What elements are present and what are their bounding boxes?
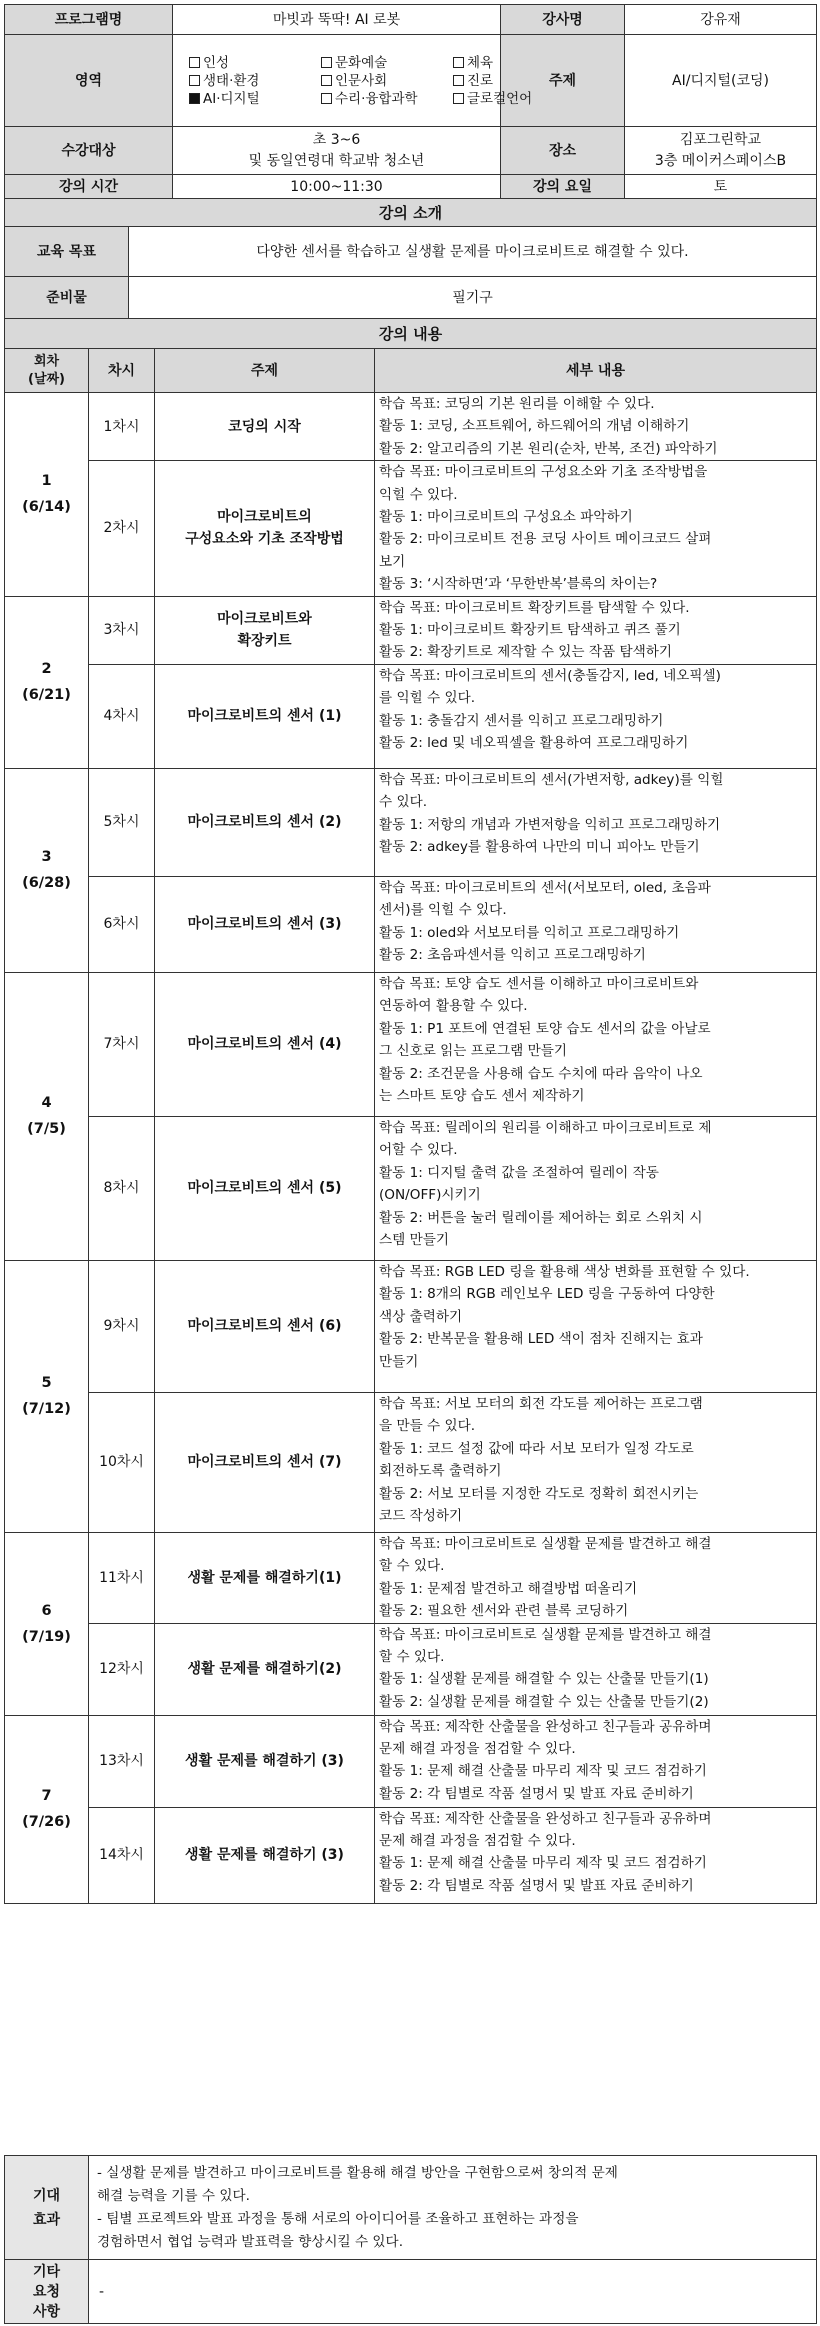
- detail-line: 활동 2: 마이크로비트 전용 코딩 사이트 메이크코드 살펴: [379, 531, 712, 548]
- chasi-cell: 9차시: [89, 1260, 155, 1392]
- detail-line: 활동 3: ‘시작하면’과 ‘무한반복’블록의 차이는?: [379, 576, 658, 593]
- detail-line: 활동 1: 코드 설정 값에 따라 서보 모터가 일정 각도로: [379, 1440, 694, 1457]
- detail-cell: [375, 972, 817, 1116]
- target-value: [173, 127, 501, 175]
- place-line-2: 3층 메이커스페이스B: [654, 152, 787, 169]
- detail-line: 수 있다.: [379, 794, 428, 811]
- detail-line: 활동 2: 각 팀별로 작품 설명서 및 발표 자료 준비하기: [379, 1877, 694, 1894]
- topic-cell: 마이크로비트의 구성요소와 기초 조작방법: [155, 461, 375, 596]
- day-label: 강의 요일: [501, 175, 625, 199]
- table-row: [5, 664, 817, 768]
- detail-cell: [375, 1116, 817, 1260]
- topic-cell: 마이크로비트와 확장키트: [155, 596, 375, 664]
- detail-cell: [375, 1260, 817, 1392]
- detail-line: 학습 목표: 릴레이의 원리를 이해하고 마이크로비트로 제: [379, 1119, 712, 1136]
- detail-line: 학습 목표: 코딩의 기본 원리를 이해할 수 있다.: [379, 396, 655, 412]
- col-topic: 주제: [155, 349, 375, 393]
- topic-cell: 마이크로비트의 센서 (6): [155, 1260, 375, 1392]
- detail-cell: [375, 1807, 817, 1903]
- area-option-label: 생태·환경: [203, 72, 260, 89]
- chasi-cell: 1차시: [89, 393, 155, 461]
- detail-cell: [375, 393, 817, 461]
- detail-line: 문제 해결 과정을 점검할 수 있다.: [379, 1740, 576, 1757]
- topic-cell: 마이크로비트의 센서 (5): [155, 1116, 375, 1260]
- area-option: [321, 90, 449, 108]
- goal-value: 다양한 센서를 학습하고 실생활 문제를 마이크로비트로 해결할 수 있다.: [129, 227, 817, 277]
- detail-line: 활동 2: led 및 네오픽셀을 활용하여 프로그래밍하기: [379, 735, 689, 752]
- topic-cell: 코딩의 시작: [155, 393, 375, 461]
- detail-line: 회전하도록 출력하기: [379, 1463, 502, 1480]
- area-option: [453, 72, 517, 90]
- intro-table: [4, 198, 817, 319]
- place-value: [625, 127, 817, 175]
- detail-line: 센서)를 익힐 수 있다.: [379, 902, 507, 919]
- topic-cell: 생활 문제를 해결하기 (3): [155, 1807, 375, 1903]
- time-label: 강의 시간: [5, 175, 173, 199]
- detail-cell: [375, 1532, 817, 1623]
- chasi-cell: 6차시: [89, 876, 155, 972]
- detail-line: 을 만들 수 있다.: [379, 1418, 476, 1435]
- session-label: 1 (6/14): [5, 393, 89, 597]
- area-option: [453, 90, 533, 108]
- session-label: 4 (7/5): [5, 972, 89, 1260]
- subject-value: AI/디지털(코딩): [625, 35, 817, 127]
- topic-cell: 마이크로비트의 센서 (4): [155, 972, 375, 1116]
- topic-cell: 마이크로비트의 센서 (2): [155, 768, 375, 876]
- detail-line: 학습 목표: 마이크로비트 확장키트를 탐색할 수 있다.: [379, 599, 690, 616]
- effects-label: 기대 효과: [5, 2156, 89, 2260]
- area-option-label: 문화예술: [335, 54, 388, 71]
- area-option: [189, 90, 317, 108]
- detail-line: 학습 목표: 마이크로비트의 센서(충돌감지, led, 네오픽셀): [379, 667, 721, 684]
- place-label: 장소: [501, 127, 625, 175]
- chasi-cell: 12차시: [89, 1623, 155, 1715]
- subject-label: 주제: [501, 35, 625, 127]
- effect-line: 해결 능력을 기를 수 있다.: [97, 2187, 250, 2204]
- chasi-cell: 5차시: [89, 768, 155, 876]
- area-option-label: 글로컬언어: [467, 90, 533, 107]
- etc-label: 기타 요청 사항: [5, 2260, 89, 2324]
- detail-line: 활동 1: 문제 해결 산출물 마무리 제작 및 코드 점검하기: [379, 1855, 707, 1872]
- chasi-cell: 8차시: [89, 1116, 155, 1260]
- chasi-cell: 11차시: [89, 1532, 155, 1623]
- detail-line: 활동 1: 문제점 발견하고 해결방법 떠올리기: [379, 1580, 638, 1597]
- area-option-label: 인성: [203, 54, 230, 71]
- detail-line: 학습 목표: 마이크로비트의 구성요소와 기초 조작방법을: [379, 464, 708, 481]
- session-label: 6 (7/19): [5, 1532, 89, 1715]
- table-row: [5, 461, 817, 596]
- detail-line: 익힐 수 있다.: [379, 486, 458, 503]
- checkbox-icon: [189, 75, 200, 86]
- detail-line: 활동 2: 실생활 문제를 해결할 수 있는 산출물 만들기(2): [379, 1693, 709, 1710]
- program-name-label: 프로그램명: [5, 5, 173, 35]
- area-option: [189, 54, 317, 72]
- area-option-label: AI·디지털: [203, 90, 260, 107]
- chasi-cell: 7차시: [89, 972, 155, 1116]
- intro-section-title: 강의 소개: [5, 199, 817, 227]
- detail-line: 학습 목표: RGB LED 링을 활용해 색상 변화를 표현할 수 있다.: [379, 1263, 750, 1280]
- detail-line: 학습 목표: 토양 습도 센서를 이해하고 마이크로비트와: [379, 975, 699, 992]
- table-row: [5, 1532, 817, 1623]
- detail-line: 보기: [379, 553, 406, 570]
- detail-line: 활동 1: 저항의 개념과 가변저항을 익히고 프로그래밍하기: [379, 816, 721, 833]
- program-info-table: [4, 4, 817, 199]
- target-line-1: 초 3~6: [312, 131, 361, 148]
- day-value: 토: [625, 175, 817, 199]
- checkbox-checked-icon: [189, 93, 200, 104]
- table-row: [5, 1623, 817, 1715]
- col-session: 회차 (날짜): [5, 349, 89, 393]
- detail-line: 활동 1: 충돌감지 센서를 익히고 프로그래밍하기: [379, 712, 664, 729]
- area-option-label: 진로: [467, 72, 494, 89]
- detail-line: 학습 목표: 마이크로비트로 실생활 문제를 발견하고 해결: [379, 1626, 712, 1643]
- detail-line: 색상 출력하기: [379, 1308, 463, 1325]
- session-label: 3 (6/28): [5, 768, 89, 972]
- chasi-cell: 10차시: [89, 1392, 155, 1532]
- detail-line: 활동 1: 8개의 RGB 레인보우 LED 링을 구동하여 다양한: [379, 1286, 715, 1303]
- chasi-cell: 14차시: [89, 1807, 155, 1903]
- table-row: [5, 1807, 817, 1903]
- table-row: [5, 1392, 817, 1532]
- detail-line: 그 신호로 읽는 프로그램 만들기: [379, 1043, 567, 1060]
- detail-cell: [375, 768, 817, 876]
- etc-value: -: [89, 2260, 817, 2324]
- col-detail: 세부 내용: [375, 349, 817, 393]
- place-line-1: 김포그린학교: [679, 131, 762, 148]
- area-option: [321, 72, 449, 90]
- detail-line: 활동 2: 조건문을 사용해 습도 수치에 따라 음악이 나오: [379, 1065, 703, 1082]
- detail-line: 활동 1: 디지털 출력 값을 조절하여 릴레이 작동: [379, 1164, 659, 1181]
- program-name: 마빗과 뚝딱! AI 로봇: [173, 5, 501, 35]
- area-option-label: 인문사회: [335, 72, 388, 89]
- detail-line: (ON/OFF)시키기: [379, 1187, 481, 1204]
- detail-line: 활동 1: 마이크로비트의 구성요소 파악하기: [379, 509, 633, 526]
- effects-value: [89, 2156, 817, 2260]
- content-table: [4, 318, 817, 1904]
- detail-line: 활동 2: 반복문을 활용해 LED 색이 점차 진해지는 효과: [379, 1331, 703, 1348]
- detail-line: 코드 작성하기: [379, 1507, 463, 1524]
- checkbox-icon: [453, 93, 464, 104]
- table-row: [5, 768, 817, 876]
- detail-line: 어할 수 있다.: [379, 1142, 458, 1159]
- target-label: 수강대상: [5, 127, 173, 175]
- checkbox-icon: [321, 75, 332, 86]
- detail-cell: [375, 1623, 817, 1715]
- area-option-label: 체육: [467, 54, 494, 71]
- detail-cell: [375, 1715, 817, 1807]
- detail-cell: [375, 664, 817, 768]
- checkbox-icon: [321, 57, 332, 68]
- detail-line: 학습 목표: 서보 모터의 회전 각도를 제어하는 프로그램: [379, 1395, 703, 1412]
- area-option: [189, 72, 317, 90]
- checkbox-icon: [453, 57, 464, 68]
- chasi-cell: 4차시: [89, 664, 155, 768]
- detail-line: 활동 2: 버튼을 눌러 릴레이를 제어하는 회로 스위치 시: [379, 1209, 703, 1226]
- col-chasi: 차시: [89, 349, 155, 393]
- detail-cell: [375, 1392, 817, 1532]
- topic-cell: 마이크로비트의 센서 (1): [155, 664, 375, 768]
- detail-line: 학습 목표: 마이크로비트의 센서(서보모터, oled, 초음파: [379, 879, 711, 896]
- session-label: 7 (7/26): [5, 1715, 89, 1903]
- table-row: [5, 1715, 817, 1807]
- table-row: [5, 972, 817, 1116]
- chasi-cell: 3차시: [89, 596, 155, 664]
- detail-line: 연동하여 활용할 수 있다.: [379, 998, 528, 1015]
- footer-table: [4, 2155, 817, 2324]
- detail-line: 학습 목표: 제작한 산출물을 완성하고 친구들과 공유하며: [379, 1810, 712, 1827]
- detail-line: 활동 2: 필요한 센서와 관련 블록 코딩하기: [379, 1603, 629, 1620]
- table-row: [5, 1116, 817, 1260]
- detail-cell: [375, 596, 817, 664]
- topic-cell: 생활 문제를 해결하기 (3): [155, 1715, 375, 1807]
- detail-line: 활동 1: 문제 해결 산출물 마무리 제작 및 코드 점검하기: [379, 1763, 707, 1780]
- detail-line: 활동 2: 확장키트로 제작할 수 있는 작품 탐색하기: [379, 644, 672, 661]
- area-option: [321, 54, 449, 72]
- detail-line: 활동 1: 마이크로비트 확장키트 탐색하고 퀴즈 풀기: [379, 622, 681, 639]
- instructor-label: 강사명: [501, 5, 625, 35]
- area-option-label: 수리·융합과학: [335, 90, 418, 107]
- topic-cell: 마이크로비트의 센서 (7): [155, 1392, 375, 1532]
- chasi-cell: 13차시: [89, 1715, 155, 1807]
- detail-line: 활동 2: adkey를 활용하여 나만의 미니 피아노 만들기: [379, 839, 700, 856]
- detail-line: 학습 목표: 마이크로비트로 실생활 문제를 발견하고 해결: [379, 1535, 712, 1552]
- detail-line: 를 익힐 수 있다.: [379, 690, 476, 707]
- detail-line: 할 수 있다.: [379, 1558, 445, 1575]
- instructor-name: 강유재: [625, 5, 817, 35]
- prep-label: 준비물: [5, 277, 129, 319]
- detail-line: 할 수 있다.: [379, 1648, 445, 1665]
- area-label: 영역: [5, 35, 173, 127]
- detail-line: 활동 2: 초음파센서를 익히고 프로그래밍하기: [379, 947, 646, 964]
- table-row: [5, 1260, 817, 1392]
- topic-cell: 마이크로비트의 센서 (3): [155, 876, 375, 972]
- detail-line: 만들기: [379, 1353, 419, 1370]
- table-row: [5, 876, 817, 972]
- detail-line: 문제 해결 과정을 점검할 수 있다.: [379, 1832, 576, 1849]
- detail-line: 활동 2: 서보 모터를 지정한 각도로 정확히 회전시키는: [379, 1485, 699, 1502]
- detail-line: 활동 1: oled와 서보모터를 익히고 프로그래밍하기: [379, 924, 680, 941]
- effect-line: - 실생활 문제를 발견하고 마이크로비트를 활용해 해결 방안을 구현함으로써 창의적 문제: [97, 2164, 618, 2181]
- session-label: 2 (6/21): [5, 596, 89, 768]
- detail-line: 활동 2: 각 팀별로 작품 설명서 및 발표 자료 준비하기: [379, 1785, 694, 1802]
- effect-line: - 팀별 프로젝트와 발표 과정을 통해 서로의 아이디어를 조율하고 표현하는 과정을: [97, 2210, 579, 2227]
- area-checklist: [173, 35, 533, 127]
- detail-line: 활동 1: P1 포트에 연결된 토양 습도 센서의 값을 아날로: [379, 1020, 711, 1037]
- detail-line: 활동 1: 코딩, 소프트웨어, 하드웨어의 개념 이해하기: [379, 418, 690, 435]
- table-row: [5, 393, 817, 461]
- detail-line: 활동 1: 실생활 문제를 해결할 수 있는 산출물 만들기(1): [379, 1671, 709, 1688]
- area-option: [453, 54, 517, 72]
- goal-label: 교육 목표: [5, 227, 129, 277]
- detail-line: 는 스마트 토양 습도 센서 제작하기: [379, 1087, 585, 1104]
- session-label: 5 (7/12): [5, 1260, 89, 1532]
- table-row: [5, 596, 817, 664]
- checkbox-icon: [453, 75, 464, 86]
- detail-cell: [375, 461, 817, 596]
- content-section-title: 강의 내용: [5, 319, 817, 349]
- detail-line: 스템 만들기: [379, 1231, 449, 1248]
- detail-line: 학습 목표: 마이크로비트의 센서(가변저항, adkey)를 익힐: [379, 771, 724, 788]
- detail-line: 학습 목표: 제작한 산출물을 완성하고 친구들과 공유하며: [379, 1718, 712, 1735]
- checkbox-icon: [189, 57, 200, 68]
- prep-value: 필기구: [129, 277, 817, 319]
- detail-line: 활동 2: 알고리즘의 기본 원리(순차, 반복, 조건) 파악하기: [379, 440, 718, 457]
- checkbox-icon: [321, 93, 332, 104]
- detail-cell: [375, 876, 817, 972]
- time-value: 10:00~11:30: [173, 175, 501, 199]
- chasi-cell: 2차시: [89, 461, 155, 596]
- target-line-2: 및 동일연령대 학교밖 청소년: [248, 152, 425, 169]
- effect-line: 경험하면서 협업 능력과 발표력을 향상시킬 수 있다.: [97, 2233, 404, 2250]
- topic-cell: 생활 문제를 해결하기(2): [155, 1623, 375, 1715]
- topic-cell: 생활 문제를 해결하기(1): [155, 1532, 375, 1623]
